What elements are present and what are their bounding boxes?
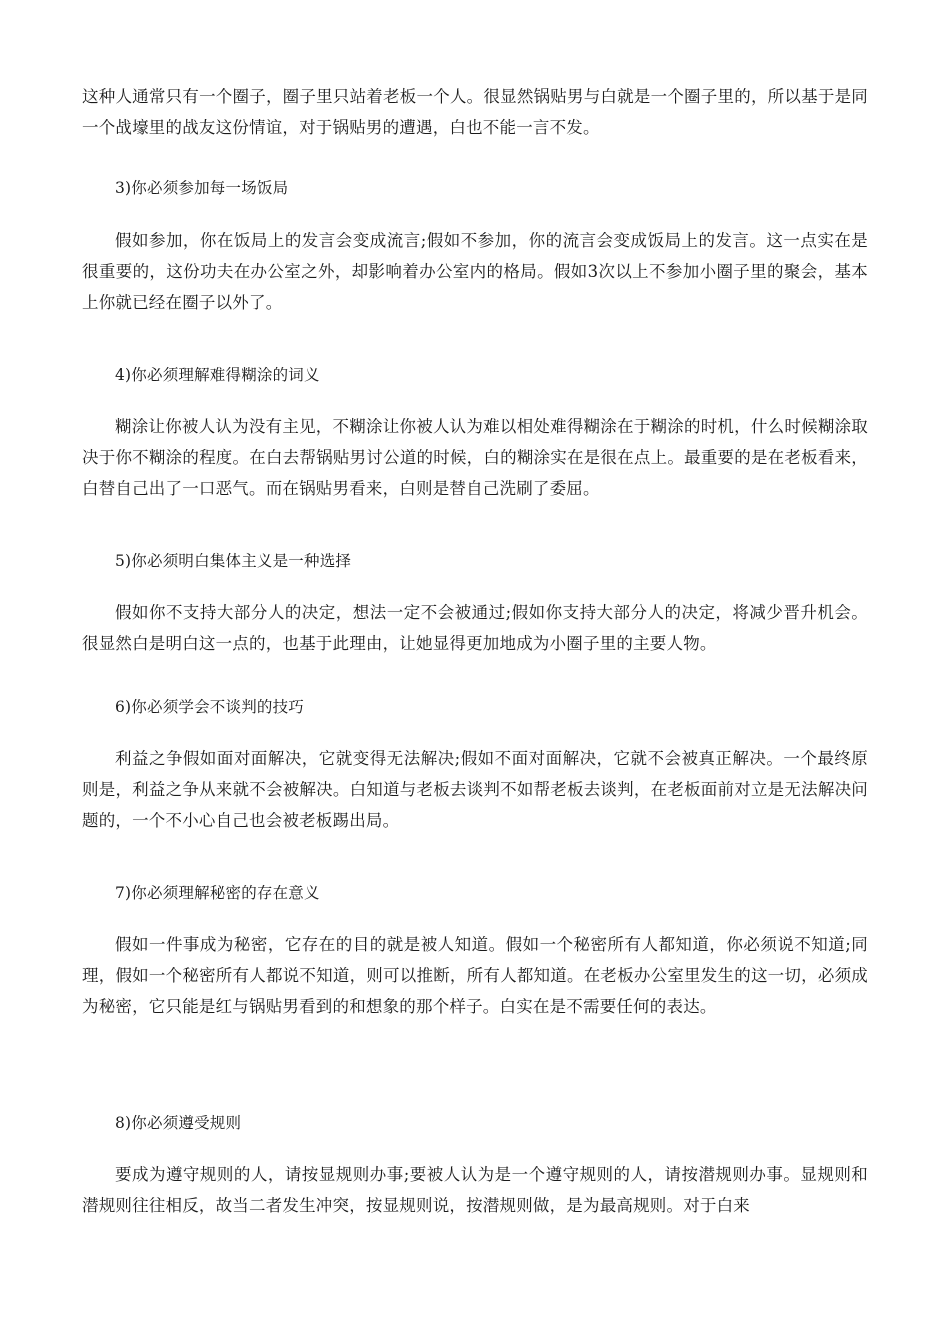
paragraph-3: 假如参加，你在饭局上的发言会变成流言;假如不参加，你的流言会变成饭局上的发言。这一点实在是很重要的，这份功夫在办公室之外，却影响着办公室内的格局。假如3次以上不参加小圈子里的聚会，基本上你就已经在圈子以外了。	[82, 231, 868, 312]
section-5	[82, 548, 868, 574]
section-6-body	[82, 743, 868, 836]
section-5-body	[82, 597, 868, 659]
section-heading-5: 5)你必须明白集体主义是一种选择	[115, 552, 352, 570]
section-3	[82, 175, 868, 201]
paragraph-6: 利益之争假如面对面解决，它就变得无法解决;假如不面对面解决，它就不会被真正解决。一个最终原则是，利益之争从来就不会被解决。白知道与老板去谈判不如帮老板去谈判，在老板面前对立是无法解决问题的，一个不小心自己也会被老板踢出局。	[82, 749, 868, 830]
section-7-body	[82, 929, 868, 1022]
section-7	[82, 880, 868, 906]
section-heading-8: 8)你必须遵受规则	[115, 1114, 242, 1132]
section-4-body	[82, 411, 868, 504]
paragraph-5: 假如你不支持大部分人的决定，想法一定不会被通过;假如你支持大部分人的决定，将减少晋升机会。很显然白是明白这一点的，也基于此理由，让她显得更加地成为小圈子里的主要人物。	[82, 603, 868, 653]
section-8	[82, 1110, 868, 1136]
section-3-body	[82, 225, 868, 318]
paragraph-7: 假如一件事成为秘密，它存在的目的就是被人知道。假如一个秘密所有人都知道，你必须说不知道;同理，假如一个秘密所有人都说不知道，则可以推断，所有人都知道。在老板办公室里发生的这一切，必须成为秘密，它只能是红与锅贴男看到的和想象的那个样子。白实在是不需要任何的表达。	[82, 935, 868, 1016]
paragraph-intro: 这种人通常只有一个圈子，圈子里只站着老板一个人。很显然锅贴男与白就是一个圈子里的，所以基于是同一个战壕里的战友这份情谊，对于锅贴男的遭遇，白也不能一言不发。	[82, 87, 868, 137]
section-4	[82, 362, 868, 388]
section-heading-4: 4)你必须理解难得糊涂的词义	[115, 366, 320, 384]
section-heading-3: 3)你必须参加每一场饭局	[115, 179, 289, 197]
section-6	[82, 694, 868, 720]
section-heading-7: 7)你必须理解秘密的存在意义	[115, 884, 320, 902]
section-heading-6: 6)你必须学会不谈判的技巧	[115, 698, 305, 716]
paragraph-4: 糊涂让你被人认为没有主见，不糊涂让你被人认为难以相处难得糊涂在于糊涂的时机，什么时候糊涂取决于你不糊涂的程度。在白去帮锅贴男讨公道的时候，白的糊涂实在是很在点上。最重要的是在老板看来，白替自己出了一口恶气。而在锅贴男看来，白则是替自己洗刷了委屈。	[82, 417, 868, 498]
paragraph-8: 要成为遵守规则的人，请按显规则办事;要被人认为是一个遵守规则的人，请按潜规则办事。显规则和潜规则往往相反，故当二者发生冲突，按显规则说，按潜规则做，是为最高规则。对于白来	[82, 1165, 868, 1215]
section-8-body	[82, 1159, 868, 1221]
